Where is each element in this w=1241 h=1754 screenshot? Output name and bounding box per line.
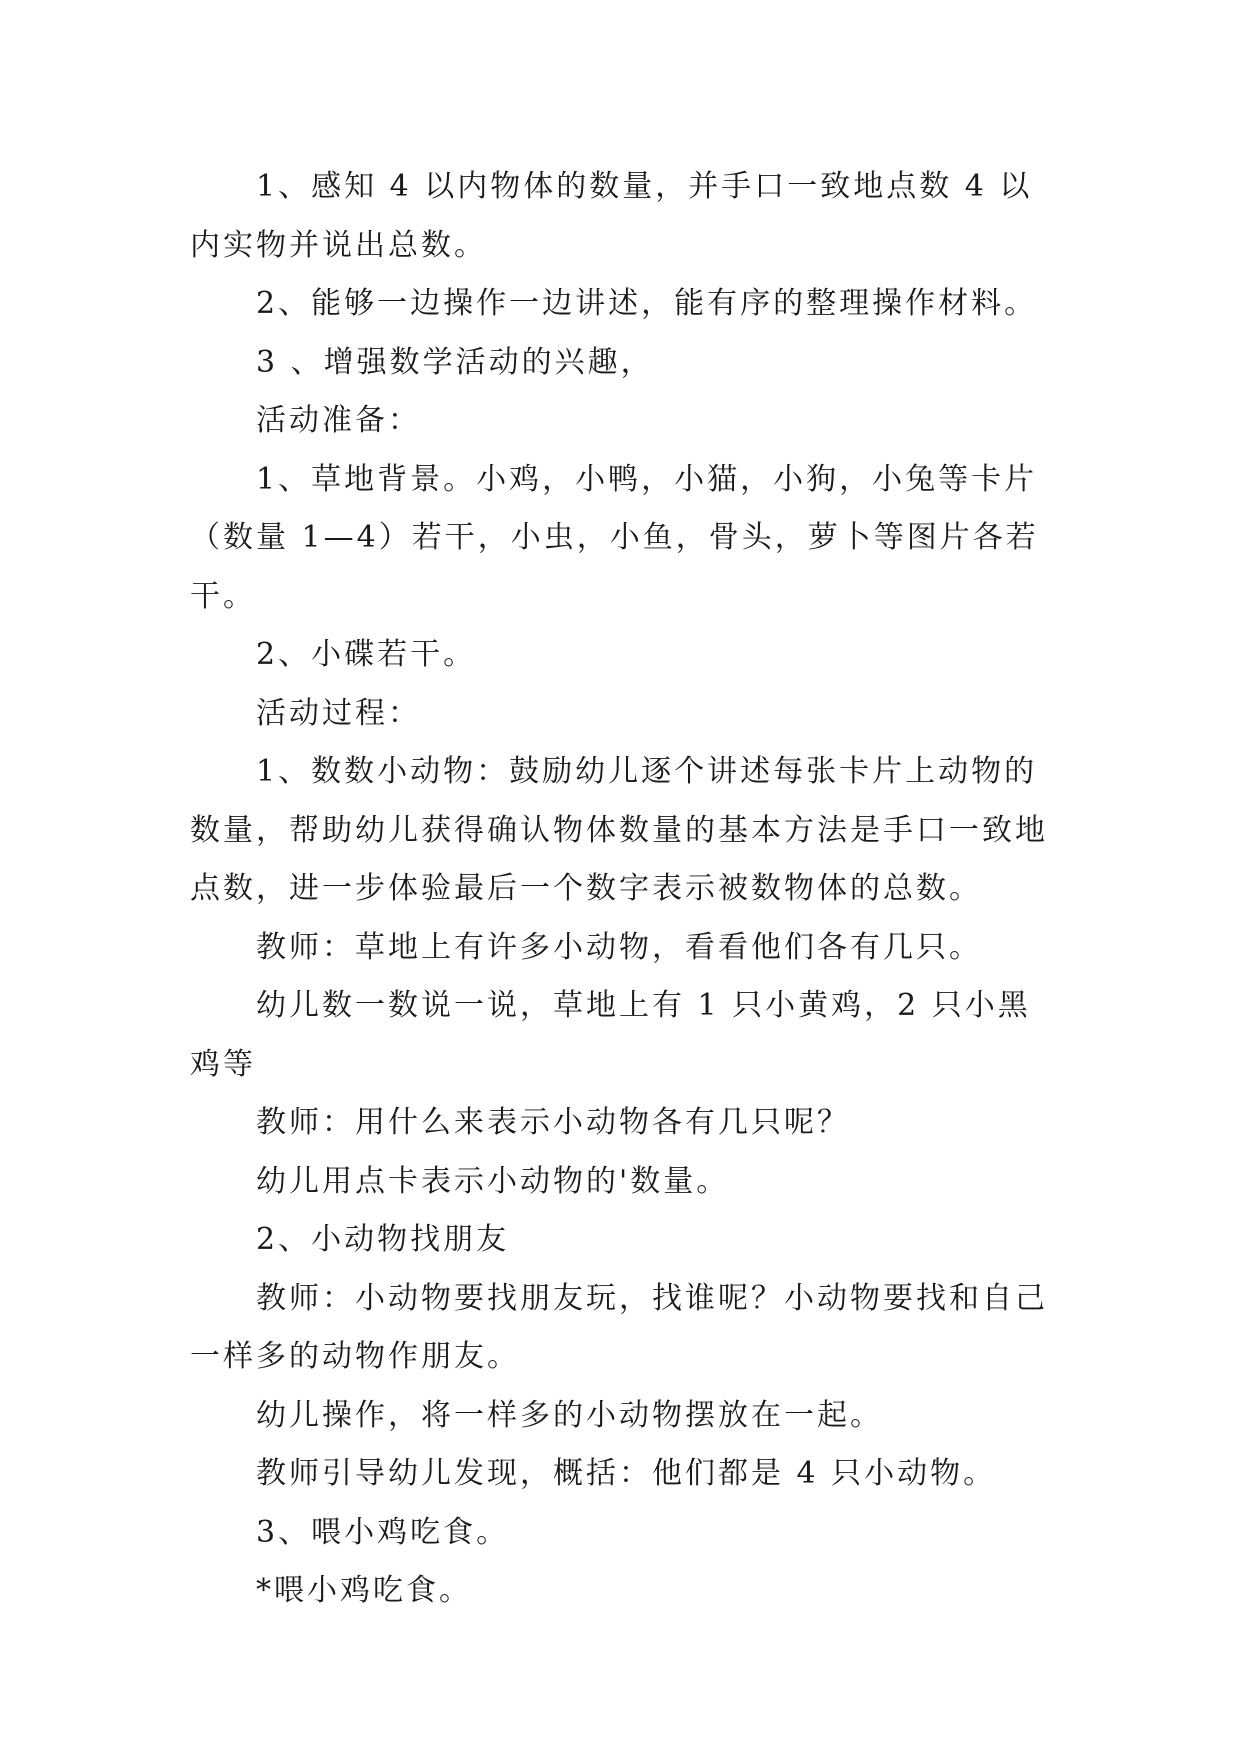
paragraph-objective-1: 1、感知 4 以内物体的数量，并手口一致地点数 4 以内实物并说出总数。: [190, 169, 1033, 263]
paragraph-objective-3: 3 、增强数学活动的兴趣，: [256, 344, 654, 380]
heading-preparation: 活动准备：: [256, 403, 421, 438]
paragraph-preparation-2: 2、小碟若干。: [256, 637, 477, 672]
paragraph-process-3-sub: *喂小鸡吃食。: [256, 1573, 472, 1608]
paragraph-child-1: 幼儿数一数说一说，草地上有 1 只小黄鸡，2 只小黑鸡等: [190, 988, 1031, 1082]
paragraph-preparation-1: 1、草地背景。小鸡，小鸭，小猫，小狗，小兔等卡片（数量 1—4）若干，小虫，小鱼，骨头，萝卜等图片各若干。: [190, 461, 1039, 614]
heading-process: 活动过程：: [256, 695, 421, 731]
paragraph-process-3: 3、喂小鸡吃食。: [256, 1514, 510, 1550]
paragraph-teacher-4: 教师引导幼儿发现，概括：他们都是 4 只小动物。: [256, 1456, 997, 1491]
paragraph-teacher-2: 教师：用什么来表示小动物各有几只呢？: [256, 1105, 850, 1140]
paragraph-teacher-1: 教师：草地上有许多小动物，看看他们各有几只。: [256, 929, 982, 965]
paragraph-child-3: 幼儿操作，将一样多的小动物摆放在一起。: [256, 1397, 883, 1433]
paragraph-objective-2: 2、能够一边操作一边讲述，能有序的整理操作材料。: [256, 286, 1038, 321]
document-body: [190, 158, 1050, 1621]
paragraph-teacher-3: 教师：小动物要找朋友玩，找谁呢？小动物要找和自己一样多的动物作朋友。: [190, 1280, 1048, 1374]
paragraph-child-2: 幼儿用点卡表示小动物的'数量。: [256, 1163, 730, 1199]
paragraph-process-1: 1、数数小动物：鼓励幼儿逐个讲述每张卡片上动物的数量，帮助幼儿获得确认物体数量的基本方法是手口一致地点数，进一步体验最后一个数字表示被数物体的总数。: [190, 754, 1048, 906]
paragraph-process-2: 2、小动物找朋友: [256, 1222, 510, 1257]
